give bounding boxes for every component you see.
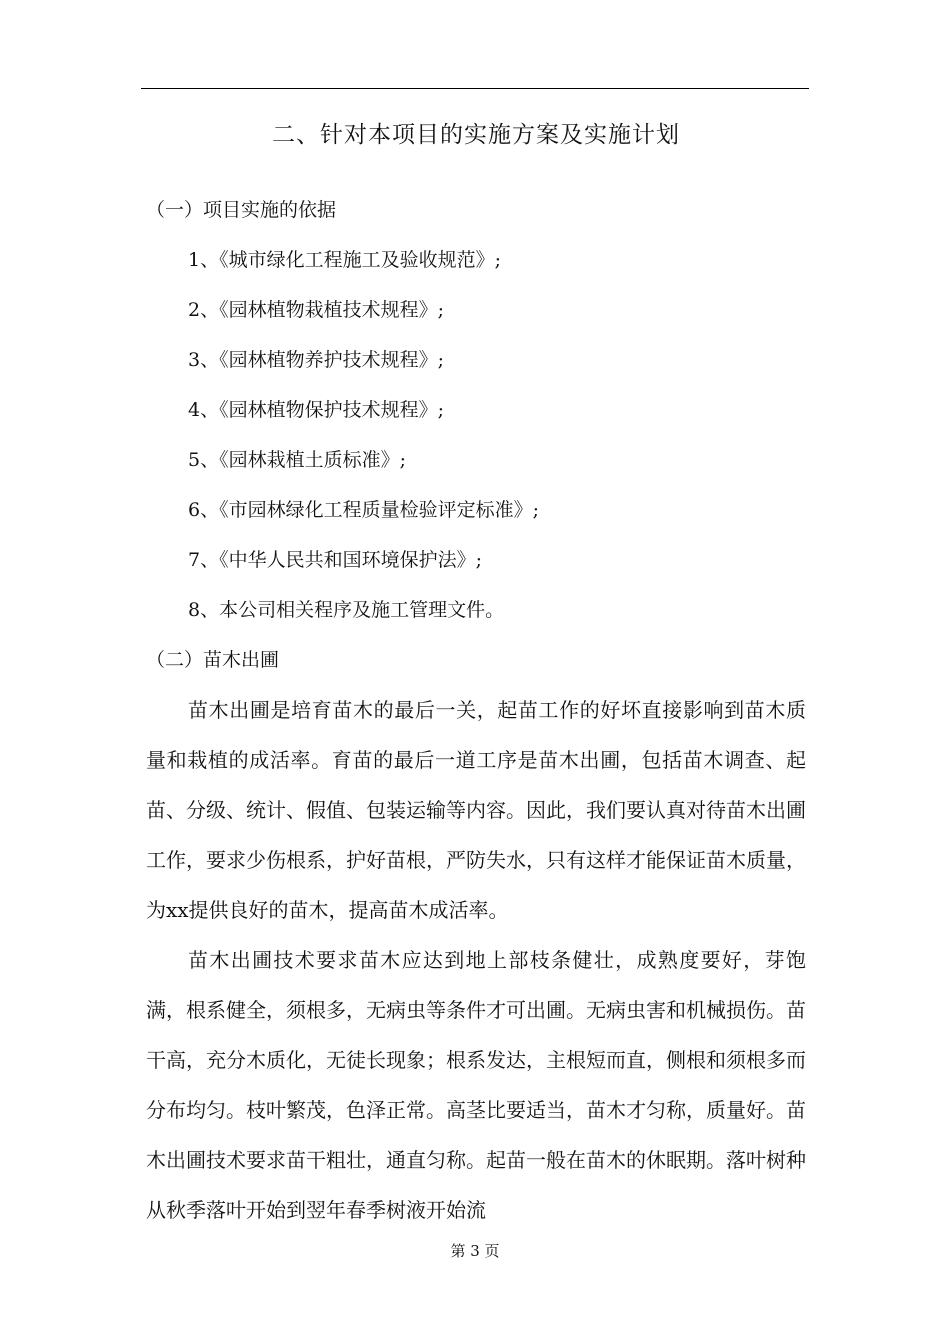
paragraph: 苗木出圃技术要求苗木应达到地上部枝条健壮，成熟度要好，芽饱满，根系健全，须根多，无病虫等条件才可出圃。无病虫害和机械损伤。苗干高，充分木质化，无徒长现象；根系发达，主根短而直，侧根和须根多而分布均匀。枝叶繁茂，色泽正常。高茎比要适当，苗木才匀称，质量好。苗木出圃技术要求苗干粗壮，通直匀称。起苗一般在苗木的休眠期。落叶树种从秋季落叶开始到翌年春季树液开始流 [146, 948, 806, 1222]
list-item: 7、《中华人民共和国环境保护法》; [188, 549, 482, 571]
basis-list [146, 235, 806, 635]
list-item: 3、《园林植物养护技术规程》; [188, 349, 444, 371]
list-item: 8、本公司相关程序及施工管理文件。 [188, 599, 505, 621]
header-rule [141, 88, 809, 89]
section-heading-nursery: （二）苗木出圃 [146, 649, 280, 671]
page-number: 第 3 页 [450, 1242, 500, 1260]
list-item: 4、《园林植物保护技术规程》; [188, 399, 444, 421]
section-heading-basis: （一）项目实施的依据 [146, 199, 337, 221]
list-item: 6、《市园林绿化工程质量检验评定标准》; [188, 499, 539, 521]
document-body [146, 110, 806, 1235]
list-item: 2、《园林植物栽植技术规程》; [188, 299, 444, 321]
list-item: 1、《城市绿化工程施工及验收规范》; [188, 249, 501, 271]
paragraph: 苗木出圃是培育苗木的最后一关，起苗工作的好坏直接影响到苗木质量和栽植的成活率。育苗的最后一道工序是苗木出圃，包括苗木调查、起苗、分级、统计、假值、包装运输等内容。因此，我们要认真对待苗木出圃工作，要求少伤根系，护好苗根，严防失水，只有这样才能保证苗木质量，为xx提供良好的苗木，提高苗木成活率。 [146, 698, 806, 922]
list-item: 5、《园林栽植土质标准》; [188, 449, 406, 471]
page-title: 二、针对本项目的实施方案及实施计划 [272, 122, 680, 148]
